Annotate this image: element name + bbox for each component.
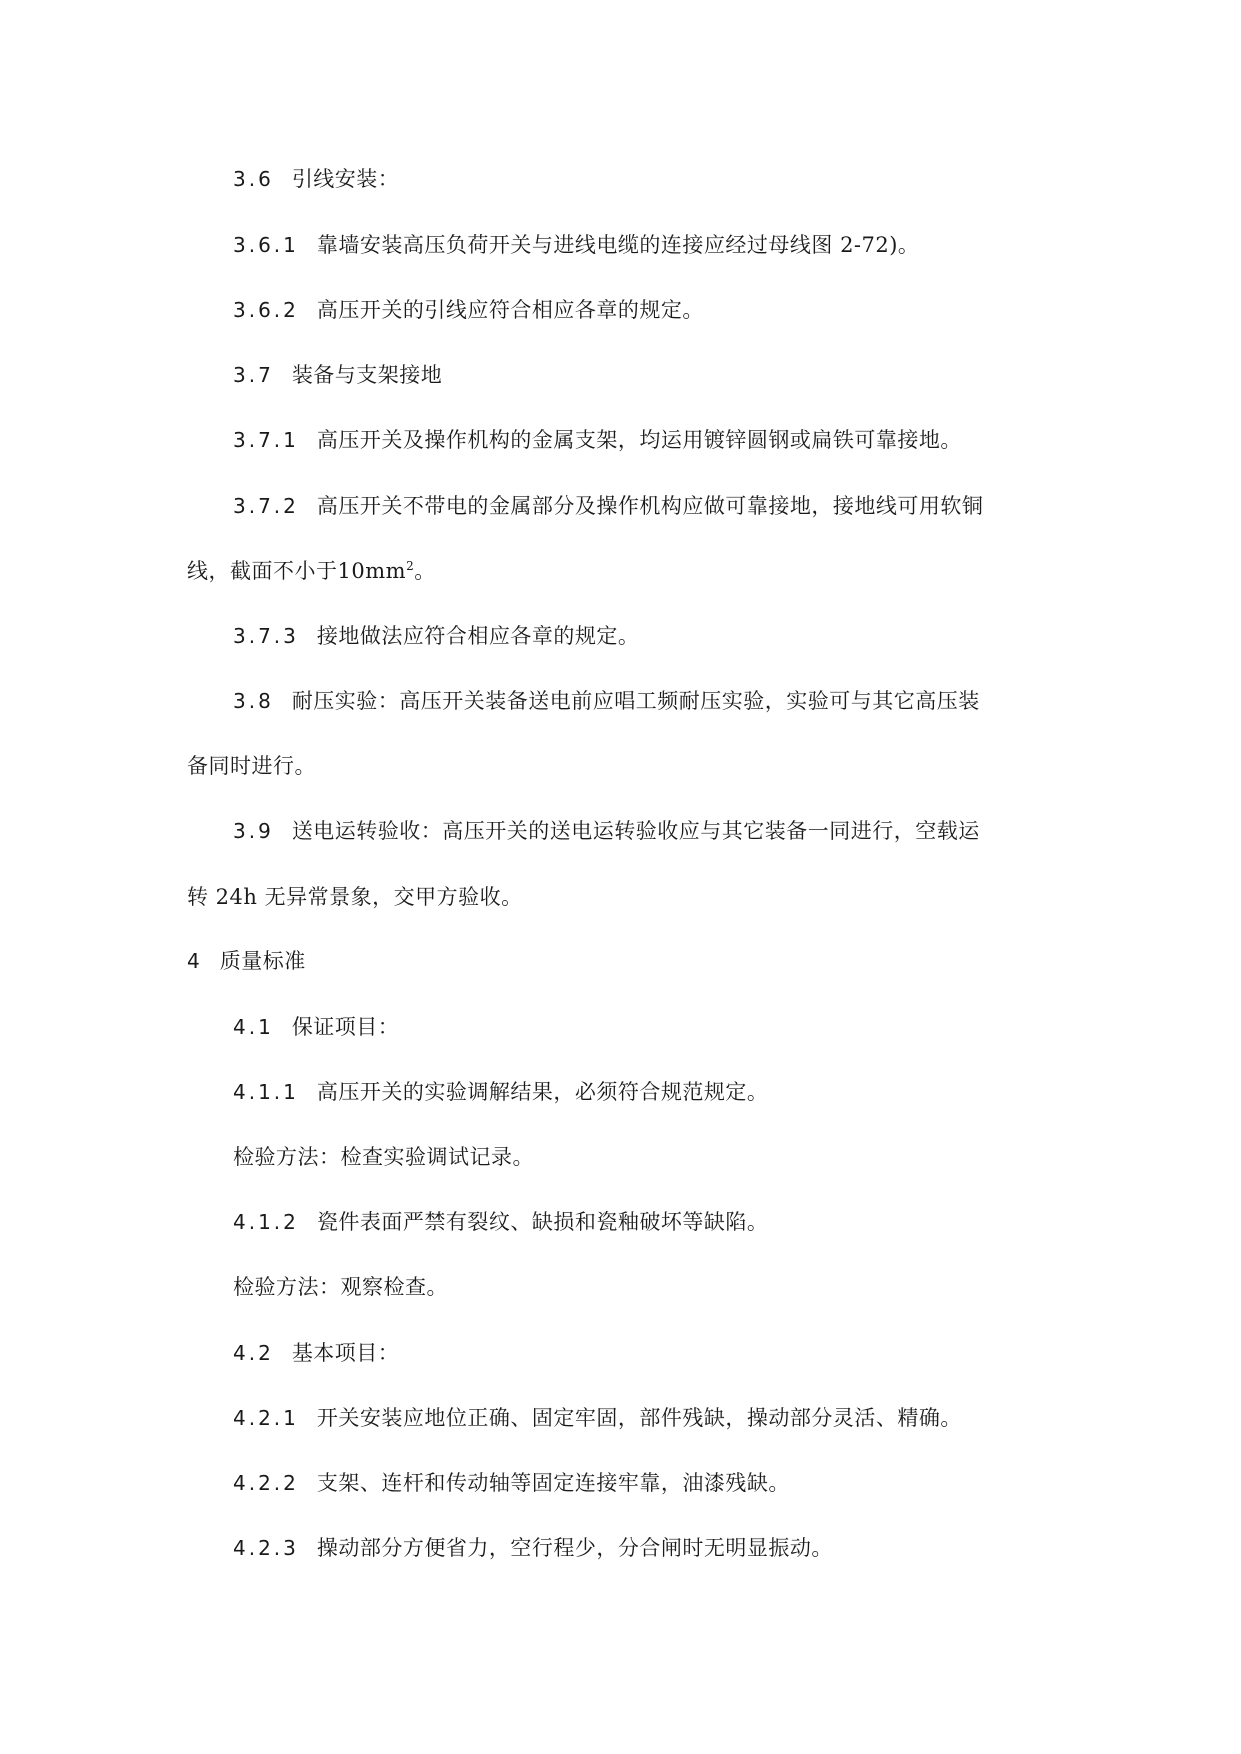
section-3-9-continued xyxy=(187,883,523,911)
section-number: 4.2.1 xyxy=(233,1406,299,1430)
inspection-text: 检验方法：检查实验调试记录。 xyxy=(233,1145,534,1169)
section-number: 4.2 xyxy=(233,1341,274,1365)
continued-text: 备同时进行。 xyxy=(187,754,316,778)
chapter-title: 质量标准 xyxy=(219,949,306,973)
section-text: 接地做法应符合相应各章的规定。 xyxy=(316,624,640,648)
continued-text: 转 24h 无异常景象，交甲方验收。 xyxy=(187,885,523,909)
section-text: 操动部分方便省力，空行程少，分合闸时无明显振动。 xyxy=(316,1536,833,1560)
section-text: 开关安装应地位正确、固定牢固，部件残缺，操动部分灵活、精确。 xyxy=(316,1406,962,1430)
section-4-1-2 xyxy=(233,1208,768,1236)
section-text: 高压开关的实验调解结果，必须符合规范规定。 xyxy=(316,1080,769,1104)
continued-text-end: 。 xyxy=(414,559,436,583)
section-3-7-2-continued xyxy=(187,557,436,585)
section-number: 4.2.3 xyxy=(233,1536,299,1560)
section-4-1 xyxy=(233,1013,399,1041)
section-text: 瓷件表面严禁有裂纹、缺损和瓷釉破坏等缺陷。 xyxy=(316,1210,769,1234)
inspection-method-2 xyxy=(233,1273,448,1301)
section-number: 3.8 xyxy=(233,689,274,713)
section-3-7-1 xyxy=(233,426,962,454)
section-text: 引线安装： xyxy=(291,167,400,191)
section-4-2-2 xyxy=(233,1469,790,1497)
section-3-6-1 xyxy=(233,231,919,259)
chapter-number: 4 xyxy=(187,949,200,973)
section-4-2-1 xyxy=(233,1404,962,1432)
chapter-4-heading xyxy=(187,947,306,975)
inspection-method-1 xyxy=(233,1143,534,1171)
section-number: 4.1 xyxy=(233,1015,274,1039)
section-text: 装备与支架接地 xyxy=(291,363,443,387)
section-number: 4.2.2 xyxy=(233,1471,299,1495)
section-text: 高压开关及操作机构的金属支架，均运用镀锌圆钢或扁铁可靠接地。 xyxy=(316,428,962,452)
section-text: 保证项目： xyxy=(291,1015,400,1039)
section-text: 耐压实验：高压开关装备送电前应唱工频耐压实验，实验可与其它高压装 xyxy=(291,689,980,713)
section-number: 3.6 xyxy=(233,167,274,191)
superscript-exponent: 2 xyxy=(406,559,415,573)
section-text: 送电运转验收：高压开关的送电运转验收应与其它装备一同进行，空载运 xyxy=(291,819,980,843)
section-3-7-2 xyxy=(233,492,983,520)
section-number: 4.1.2 xyxy=(233,1210,299,1234)
section-3-6-2 xyxy=(233,296,704,324)
section-number: 3.7.1 xyxy=(233,428,299,452)
section-number: 3.7.2 xyxy=(233,494,299,518)
section-3-7-3 xyxy=(233,622,639,650)
section-3-8-continued xyxy=(187,752,316,780)
inspection-text: 检验方法：观察检查。 xyxy=(233,1275,448,1299)
section-text: 靠墙安装高压负荷开关与进线电缆的连接应经过母线图 2-72)。 xyxy=(316,233,920,257)
section-number: 3.9 xyxy=(233,819,274,843)
section-3-9 xyxy=(233,817,980,845)
section-number: 3.6.1 xyxy=(233,233,299,257)
section-3-8 xyxy=(233,687,980,715)
section-text: 高压开关不带电的金属部分及操作机构应做可靠接地，接地线可用软铜 xyxy=(316,494,984,518)
section-3-6 xyxy=(233,165,399,193)
section-text: 高压开关的引线应符合相应各章的规定。 xyxy=(316,298,704,322)
continued-text: 线，截面不小于10mm xyxy=(187,559,407,583)
section-4-2 xyxy=(233,1339,399,1367)
section-text: 基本项目： xyxy=(291,1341,400,1365)
section-4-2-3 xyxy=(233,1534,833,1562)
section-number: 3.6.2 xyxy=(233,298,299,322)
section-number: 3.7 xyxy=(233,363,274,387)
section-text: 支架、连杆和传动轴等固定连接牢靠，油漆残缺。 xyxy=(316,1471,790,1495)
section-4-1-1 xyxy=(233,1078,768,1106)
section-number: 3.7.3 xyxy=(233,624,299,648)
section-3-7 xyxy=(233,361,442,389)
section-number: 4.1.1 xyxy=(233,1080,299,1104)
